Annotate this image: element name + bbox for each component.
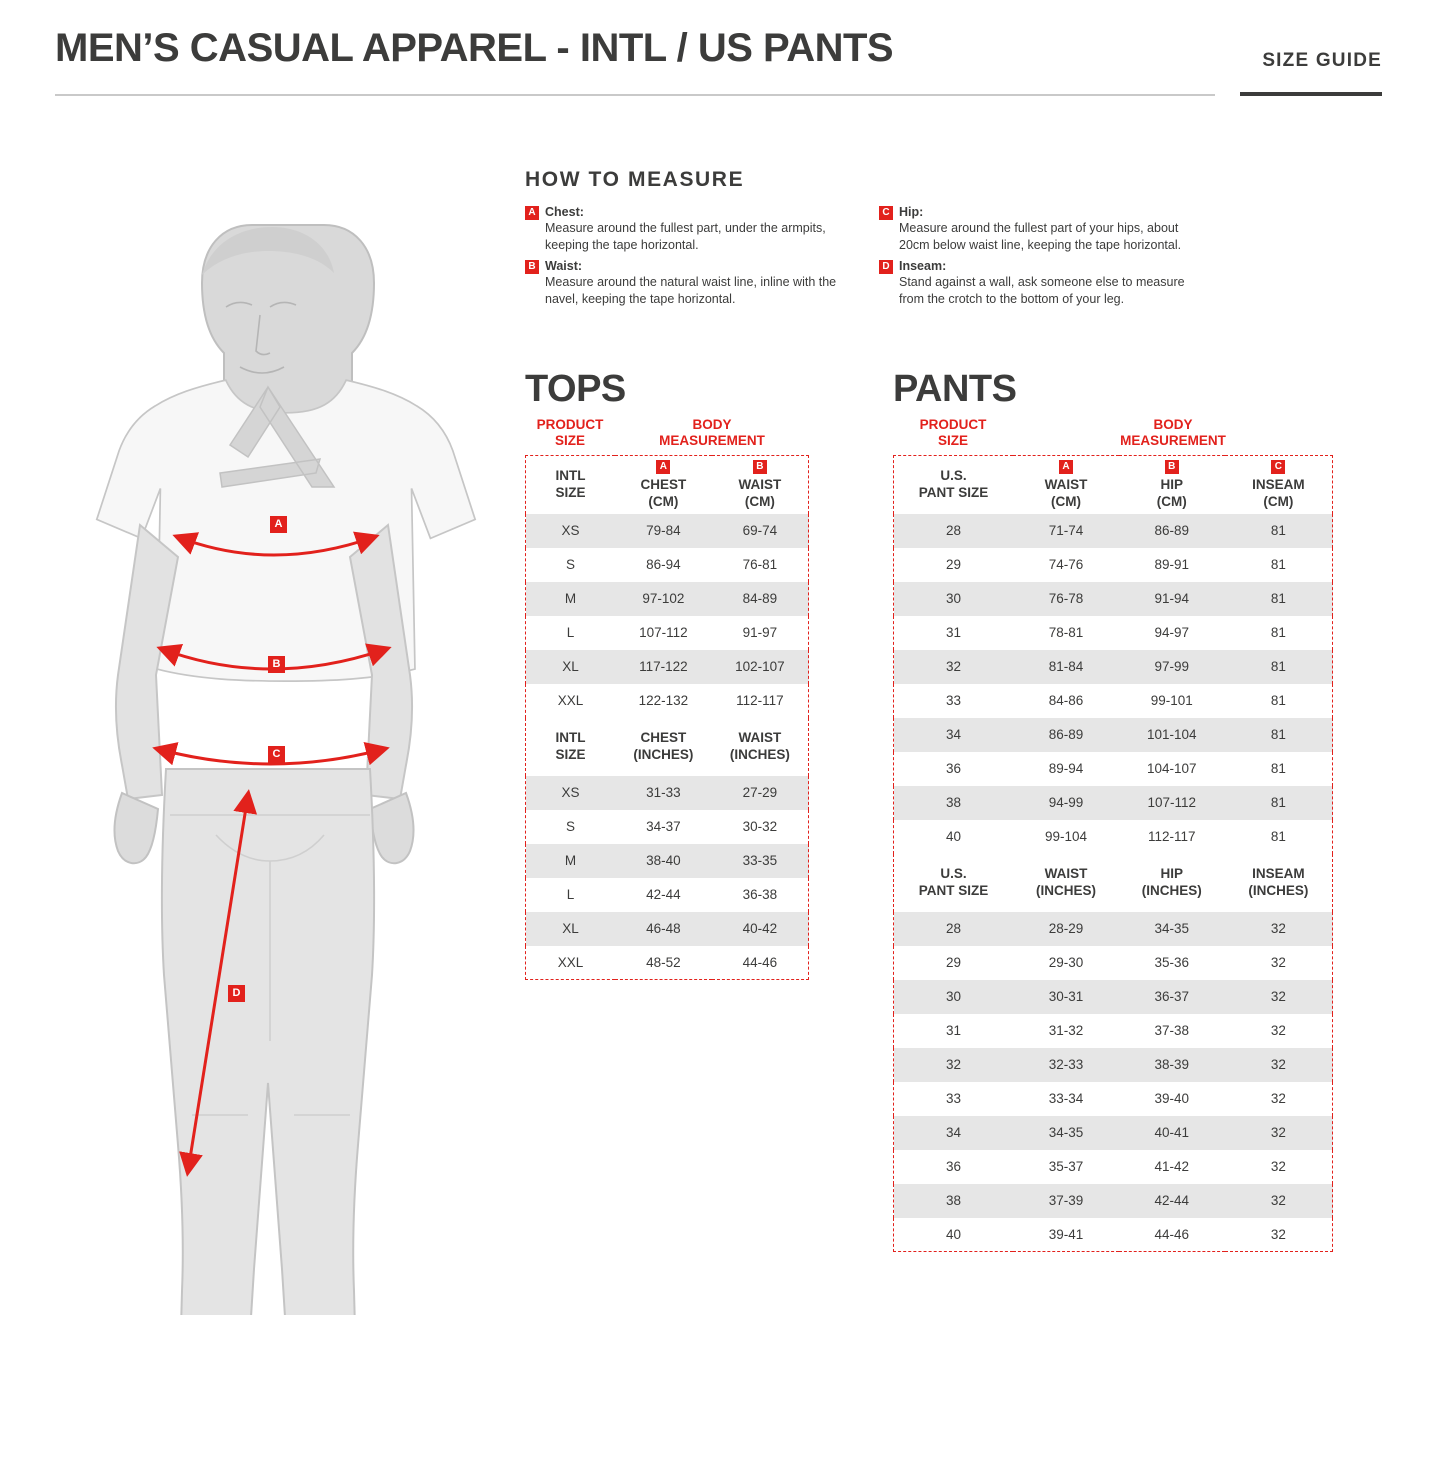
header-divider-right — [1240, 92, 1382, 96]
size-guide-label: SIZE GUIDE — [1262, 50, 1382, 71]
how-to-measure-column-right — [879, 205, 1209, 314]
cell: S — [526, 810, 616, 844]
table-row — [894, 514, 1333, 548]
model-illustration — [70, 215, 490, 1315]
cell: 32-33 — [1013, 1048, 1119, 1082]
cell: 44-46 — [1119, 1218, 1225, 1252]
measure-item-waist — [525, 259, 855, 307]
cell: 99-101 — [1119, 684, 1225, 718]
cell: 33-35 — [712, 844, 809, 878]
measure-item-label: Hip: — [899, 205, 924, 219]
cell: 40-41 — [1119, 1116, 1225, 1150]
page-header — [0, 0, 1440, 100]
tops-body-measurement-line2: MEASUREMENT — [659, 433, 765, 449]
table-row — [526, 946, 809, 980]
cell: 31 — [894, 1014, 1014, 1048]
cell: 89-94 — [1013, 752, 1119, 786]
cell: 37-38 — [1119, 1014, 1225, 1048]
cell: 89-91 — [1119, 548, 1225, 582]
tops-title: TOPS — [525, 368, 626, 410]
measure-item-chest — [525, 205, 855, 253]
cell: 34 — [894, 1116, 1014, 1150]
measure-item-label: Inseam: — [899, 259, 947, 274]
cell: 107-112 — [615, 616, 712, 650]
tops-cm-col-chest: A CHEST (CM) — [615, 456, 712, 514]
cell: M — [526, 844, 616, 878]
cell: 33 — [894, 1082, 1014, 1116]
cell: 81 — [1225, 718, 1333, 752]
table-row — [894, 786, 1333, 820]
pants-cm-col-size: U.S. PANT SIZE — [894, 456, 1014, 514]
cell: 102-107 — [712, 650, 809, 684]
cell: 32 — [1225, 980, 1333, 1014]
cell: 32 — [1225, 1048, 1333, 1082]
cell: 112-117 — [1119, 820, 1225, 854]
pants-inches-header-row — [894, 854, 1333, 912]
cell: 29-30 — [1013, 946, 1119, 980]
cell: 32 — [1225, 1218, 1333, 1252]
cell: 29 — [894, 946, 1014, 980]
pants-title: PANTS — [893, 368, 1017, 410]
pants-body-measurement-line2: MEASUREMENT — [1120, 433, 1226, 449]
table-row — [894, 548, 1333, 582]
cell: XS — [526, 514, 616, 548]
tops-table-block — [525, 368, 809, 980]
measure-item-inseam — [879, 259, 1209, 307]
cell: 28 — [894, 912, 1014, 946]
cell: S — [526, 548, 616, 582]
badge-b-icon: B — [525, 260, 539, 274]
cell: 81 — [1225, 786, 1333, 820]
tops-in-col-chest: CHEST (INCHES) — [615, 718, 712, 776]
cell: 86-89 — [1119, 514, 1225, 548]
cell: 35-37 — [1013, 1150, 1119, 1184]
cell: 30-31 — [1013, 980, 1119, 1014]
cell: 38 — [894, 1184, 1014, 1218]
cell: 28-29 — [1013, 912, 1119, 946]
cell: L — [526, 616, 616, 650]
cell: 91-94 — [1119, 582, 1225, 616]
cell: 36-38 — [712, 878, 809, 912]
cell: 40 — [894, 820, 1014, 854]
tops-cm-header-row — [526, 456, 809, 514]
tops-product-size-line2: SIZE — [554, 433, 585, 449]
cell: 79-84 — [615, 514, 712, 548]
measure-item-label: Chest: — [545, 205, 584, 219]
pants-in-col-waist: WAIST (INCHES) — [1013, 854, 1119, 912]
model-figure — [70, 215, 490, 1315]
cell: 29 — [894, 548, 1014, 582]
table-row — [894, 684, 1333, 718]
tops-product-size-line1: PRODUCT — [536, 417, 604, 432]
pants-cm-col-hip: B HIP (CM) — [1119, 456, 1225, 514]
cell: 33 — [894, 684, 1014, 718]
cell: 27-29 — [712, 776, 809, 810]
cell: 117-122 — [615, 650, 712, 684]
cell: 76-81 — [712, 548, 809, 582]
table-row — [894, 946, 1333, 980]
cell: XL — [526, 650, 616, 684]
measure-item-hip — [879, 205, 1209, 253]
how-to-measure-section — [525, 168, 1225, 314]
cell: 76-78 — [1013, 582, 1119, 616]
badge-c-icon: C — [879, 206, 893, 220]
cell: 97-102 — [615, 582, 712, 616]
cell: 97-99 — [1119, 650, 1225, 684]
cell: L — [526, 878, 616, 912]
cell: 28 — [894, 514, 1014, 548]
cell: XS — [526, 776, 616, 810]
cell: 94-99 — [1013, 786, 1119, 820]
cell: XXL — [526, 684, 616, 718]
pants-cm-col-waist: A WAIST (CM) — [1013, 456, 1119, 514]
cell: 36-37 — [1119, 980, 1225, 1014]
table-row — [894, 820, 1333, 854]
how-to-measure-title: HOW TO MEASURE — [525, 168, 745, 191]
table-row — [894, 1184, 1333, 1218]
table-row — [894, 650, 1333, 684]
cell: 41-42 — [1119, 1150, 1225, 1184]
pants-red-headers — [893, 417, 1333, 455]
table-row — [894, 1014, 1333, 1048]
cell: 71-74 — [1013, 514, 1119, 548]
pants-product-size-line1: PRODUCT — [919, 417, 987, 432]
cell: 36 — [894, 1150, 1014, 1184]
cell: 81 — [1225, 616, 1333, 650]
table-row — [526, 548, 809, 582]
cell: 81 — [1225, 582, 1333, 616]
cell: 31-32 — [1013, 1014, 1119, 1048]
how-to-measure-column-left — [525, 205, 855, 314]
cell: 81 — [1225, 820, 1333, 854]
cell: 32 — [1225, 1116, 1333, 1150]
cell: 94-97 — [1119, 616, 1225, 650]
cell: 35-36 — [1119, 946, 1225, 980]
tops-size-table — [525, 455, 809, 980]
table-row — [526, 776, 809, 810]
pants-size-table — [893, 455, 1333, 1252]
measure-item-desc: Measure around the natural waist line, inline with the navel, keeping the tape horizontal. — [545, 275, 837, 306]
cell: 32 — [894, 1048, 1014, 1082]
pants-cm-col-inseam: C INSEAM (CM) — [1225, 456, 1333, 514]
cell: 32 — [894, 650, 1014, 684]
cell: 32 — [1225, 1150, 1333, 1184]
badge-d-icon: D — [879, 260, 893, 274]
table-row — [526, 650, 809, 684]
badge-a-icon: A — [1059, 460, 1073, 474]
pants-in-col-inseam: INSEAM (INCHES) — [1225, 854, 1333, 912]
cell: 104-107 — [1119, 752, 1225, 786]
figure-badge-a: A — [270, 516, 287, 533]
cell: XL — [526, 912, 616, 946]
cell: 122-132 — [615, 684, 712, 718]
cell: 31-33 — [615, 776, 712, 810]
table-row — [894, 1082, 1333, 1116]
table-row — [894, 1150, 1333, 1184]
cell: 32 — [1225, 1014, 1333, 1048]
table-row — [526, 810, 809, 844]
table-row — [526, 684, 809, 718]
cell: 34-35 — [1119, 912, 1225, 946]
cell: 86-89 — [1013, 718, 1119, 752]
table-row — [526, 514, 809, 548]
pants-cm-header-row — [894, 456, 1333, 514]
table-row — [526, 616, 809, 650]
cell: M — [526, 582, 616, 616]
cell: 46-48 — [615, 912, 712, 946]
cell: 40 — [894, 1218, 1014, 1252]
cell: 30 — [894, 980, 1014, 1014]
cell: 36 — [894, 752, 1014, 786]
cell: 78-81 — [1013, 616, 1119, 650]
pants-table-block — [893, 368, 1333, 1252]
cell: 81 — [1225, 548, 1333, 582]
figure-badge-c: C — [268, 746, 285, 763]
cell: 81-84 — [1013, 650, 1119, 684]
tops-in-col-waist: WAIST (INCHES) — [712, 718, 809, 776]
cell: 81 — [1225, 684, 1333, 718]
figure-badge-d: D — [228, 985, 245, 1002]
badge-b-icon: B — [753, 460, 767, 474]
cell: 81 — [1225, 752, 1333, 786]
table-row — [894, 752, 1333, 786]
measure-item-desc: Stand against a wall, ask someone else to measure from the crotch to the bottom of your leg. — [899, 275, 1185, 306]
tops-cm-col-size: INTL SIZE — [526, 456, 616, 514]
cell: 99-104 — [1013, 820, 1119, 854]
cell: 30-32 — [712, 810, 809, 844]
cell: 69-74 — [712, 514, 809, 548]
cell: 34-35 — [1013, 1116, 1119, 1150]
table-row — [894, 1218, 1333, 1252]
table-row — [894, 980, 1333, 1014]
badge-a-icon: A — [525, 206, 539, 220]
cell: XXL — [526, 946, 616, 980]
measure-item-label: Waist: — [545, 259, 583, 274]
badge-c-icon: C — [1271, 460, 1285, 474]
cell: 34-37 — [615, 810, 712, 844]
table-row — [894, 718, 1333, 752]
cell: 32 — [1225, 946, 1333, 980]
cell: 34 — [894, 718, 1014, 752]
badge-a-icon: A — [656, 460, 670, 474]
cell: 81 — [1225, 514, 1333, 548]
header-divider-left — [55, 94, 1215, 96]
cell: 101-104 — [1119, 718, 1225, 752]
cell: 81 — [1225, 650, 1333, 684]
badge-b-icon: B — [1165, 460, 1179, 474]
cell: 32 — [1225, 1184, 1333, 1218]
table-row — [894, 912, 1333, 946]
cell: 42-44 — [615, 878, 712, 912]
cell: 84-89 — [712, 582, 809, 616]
cell: 37-39 — [1013, 1184, 1119, 1218]
table-row — [526, 912, 809, 946]
cell: 32 — [1225, 1082, 1333, 1116]
tops-body-measurement-line1: BODY — [692, 417, 732, 432]
cell: 38 — [894, 786, 1014, 820]
cell: 48-52 — [615, 946, 712, 980]
measure-item-desc: Measure around the fullest part of your hips, about 20cm below waist line, keeping the tape horizontal. — [899, 221, 1182, 252]
cell: 40-42 — [712, 912, 809, 946]
cell: 84-86 — [1013, 684, 1119, 718]
cell: 39-41 — [1013, 1218, 1119, 1252]
tops-in-col-size: INTL SIZE — [526, 718, 616, 776]
cell: 38-40 — [615, 844, 712, 878]
cell: 32 — [1225, 912, 1333, 946]
table-row — [894, 616, 1333, 650]
cell: 107-112 — [1119, 786, 1225, 820]
cell: 33-34 — [1013, 1082, 1119, 1116]
cell: 44-46 — [712, 946, 809, 980]
cell: 86-94 — [615, 548, 712, 582]
cell: 42-44 — [1119, 1184, 1225, 1218]
tops-inches-header-row — [526, 718, 809, 776]
table-row — [894, 582, 1333, 616]
cell: 30 — [894, 582, 1014, 616]
pants-in-col-hip: HIP (INCHES) — [1119, 854, 1225, 912]
cell: 31 — [894, 616, 1014, 650]
table-row — [526, 844, 809, 878]
figure-badge-b: B — [268, 656, 285, 673]
cell: 74-76 — [1013, 548, 1119, 582]
table-row — [526, 582, 809, 616]
table-row — [526, 878, 809, 912]
cell: 38-39 — [1119, 1048, 1225, 1082]
cell: 39-40 — [1119, 1082, 1225, 1116]
table-row — [894, 1116, 1333, 1150]
tops-red-headers — [525, 417, 809, 455]
measure-item-desc: Measure around the fullest part, under the armpits, keeping the tape horizontal. — [545, 221, 826, 252]
table-row — [894, 1048, 1333, 1082]
pants-in-col-size: U.S. PANT SIZE — [894, 854, 1014, 912]
pants-body-measurement-line1: BODY — [1153, 417, 1193, 432]
tops-cm-col-waist: B WAIST (CM) — [712, 456, 809, 514]
pants-product-size-line2: SIZE — [937, 433, 968, 449]
cell: 112-117 — [712, 684, 809, 718]
cell: 91-97 — [712, 616, 809, 650]
page-title: MEN’S CASUAL APPAREL - INTL / US PANTS — [55, 26, 894, 70]
